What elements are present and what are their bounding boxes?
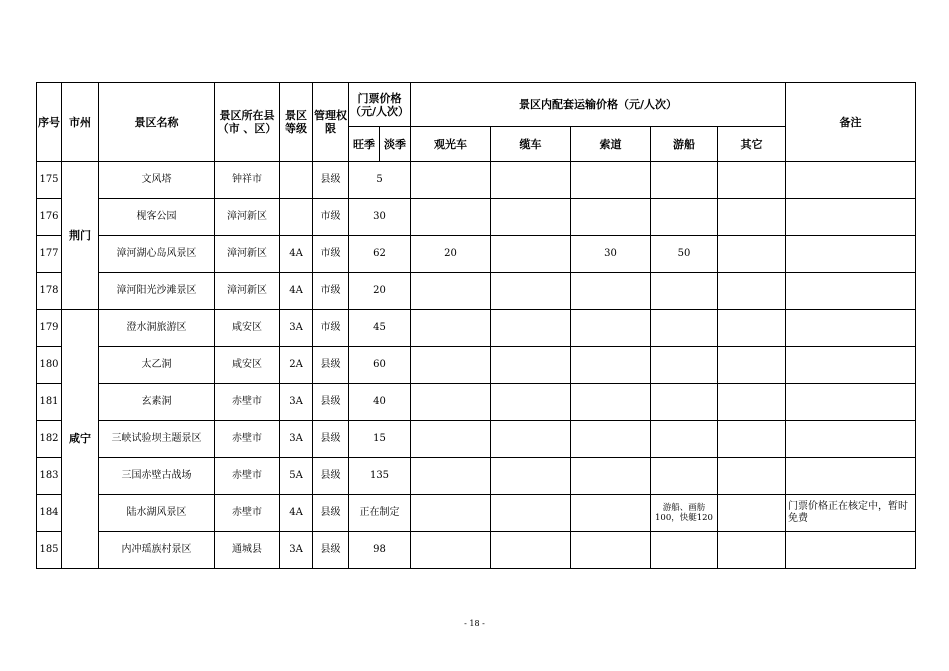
- cell-cable-car: [491, 384, 571, 421]
- table-row: [37, 458, 916, 495]
- header-no: 序号: [37, 83, 62, 162]
- table-row: [37, 384, 916, 421]
- cell-no: 185: [37, 532, 62, 569]
- header-boat: 游船: [651, 127, 718, 162]
- header-grade: 景区等级: [280, 83, 313, 162]
- cell-authority: 市级: [313, 236, 349, 273]
- cell-other: [718, 236, 786, 273]
- cell-no: 178: [37, 273, 62, 310]
- cell-grade: 4A: [280, 495, 313, 532]
- cell-grade: 2A: [280, 347, 313, 384]
- cell-ticket-price: 15: [349, 421, 411, 458]
- cell-county: 赤壁市: [215, 384, 280, 421]
- scenic-area-price-table: [36, 82, 916, 569]
- cell-authority: 县级: [313, 347, 349, 384]
- cell-no: 176: [37, 199, 62, 236]
- cell-authority: 市级: [313, 310, 349, 347]
- cell-county: 咸安区: [215, 310, 280, 347]
- cell-ticket-price: 60: [349, 347, 411, 384]
- cell-ropeway: [571, 458, 651, 495]
- cell-remark: [786, 273, 916, 310]
- cell-cable-car: [491, 421, 571, 458]
- cell-remark: [786, 384, 916, 421]
- cell-name: 漳河湖心岛风景区: [99, 236, 215, 273]
- cell-cable-car: [491, 495, 571, 532]
- cell-cable-car: [491, 532, 571, 569]
- cell-ticket-price: 45: [349, 310, 411, 347]
- cell-no: 175: [37, 162, 62, 199]
- cell-remark: [786, 310, 916, 347]
- cell-ropeway: [571, 495, 651, 532]
- header-ticket-price: 门票价格（元/人次）: [349, 83, 411, 127]
- cell-ropeway: [571, 384, 651, 421]
- cell-name: 漳河阳光沙滩景区: [99, 273, 215, 310]
- cell-remark: [786, 458, 916, 495]
- cell-name: 内冲瑶族村景区: [99, 532, 215, 569]
- cell-other: [718, 458, 786, 495]
- cell-ticket-price: 62: [349, 236, 411, 273]
- cell-county: 赤壁市: [215, 458, 280, 495]
- cell-remark: [786, 236, 916, 273]
- cell-ropeway: 30: [571, 236, 651, 273]
- cell-county: 钟祥市: [215, 162, 280, 199]
- header-transport-price: 景区内配套运输价格（元/人次）: [411, 83, 786, 127]
- header-sightseeing-car: 观光车: [411, 127, 491, 162]
- cell-boat: [651, 199, 718, 236]
- cell-county: 漳河新区: [215, 236, 280, 273]
- cell-boat: [651, 310, 718, 347]
- table-row: [37, 310, 916, 347]
- cell-no: 183: [37, 458, 62, 495]
- cell-remark: [786, 162, 916, 199]
- cell-other: [718, 384, 786, 421]
- cell-sightseeing-car: 20: [411, 236, 491, 273]
- header-peak-season: 旺季: [349, 127, 380, 162]
- header-authority: 管理权限: [313, 83, 349, 162]
- cell-authority: 县级: [313, 384, 349, 421]
- cell-boat: [651, 458, 718, 495]
- table-row: [37, 532, 916, 569]
- cell-city-jingmen: 荆门: [62, 162, 99, 310]
- header-other: 其它: [718, 127, 786, 162]
- cell-grade: 4A: [280, 236, 313, 273]
- cell-county: 赤壁市: [215, 421, 280, 458]
- cell-ropeway: [571, 162, 651, 199]
- cell-sightseeing-car: [411, 347, 491, 384]
- cell-ticket-price: 30: [349, 199, 411, 236]
- cell-other: [718, 273, 786, 310]
- cell-city-xianning: 咸宁: [62, 310, 99, 569]
- cell-county: 咸安区: [215, 347, 280, 384]
- cell-grade: [280, 162, 313, 199]
- cell-boat: [651, 532, 718, 569]
- cell-cable-car: [491, 458, 571, 495]
- page-number: - 18 -: [464, 619, 485, 628]
- cell-sightseeing-car: [411, 384, 491, 421]
- cell-no: 184: [37, 495, 62, 532]
- cell-grade: 4A: [280, 273, 313, 310]
- cell-remark: [786, 347, 916, 384]
- table-row: [37, 421, 916, 458]
- cell-name: 枧客公园: [99, 199, 215, 236]
- cell-other: [718, 199, 786, 236]
- cell-ropeway: [571, 532, 651, 569]
- cell-boat: 游船、画舫100，快艇120: [651, 495, 718, 532]
- cell-name: 太乙洞: [99, 347, 215, 384]
- cell-sightseeing-car: [411, 162, 491, 199]
- cell-ticket-price: 20: [349, 273, 411, 310]
- cell-grade: 5A: [280, 458, 313, 495]
- cell-boat: [651, 162, 718, 199]
- cell-ropeway: [571, 421, 651, 458]
- cell-boat: 50: [651, 236, 718, 273]
- cell-other: [718, 421, 786, 458]
- cell-grade: 3A: [280, 384, 313, 421]
- cell-ticket-price: 40: [349, 384, 411, 421]
- cell-sightseeing-car: [411, 273, 491, 310]
- cell-remark: [786, 421, 916, 458]
- cell-cable-car: [491, 199, 571, 236]
- cell-authority: 县级: [313, 162, 349, 199]
- cell-ropeway: [571, 347, 651, 384]
- cell-sightseeing-car: [411, 495, 491, 532]
- cell-remark: 门票价格正在核定中，暂时免费: [786, 495, 916, 532]
- cell-county: 漳河新区: [215, 199, 280, 236]
- cell-boat: [651, 384, 718, 421]
- cell-boat: [651, 273, 718, 310]
- cell-other: [718, 347, 786, 384]
- cell-ropeway: [571, 199, 651, 236]
- cell-grade: 3A: [280, 421, 313, 458]
- cell-authority: 县级: [313, 458, 349, 495]
- header-remarks: 备注: [786, 83, 916, 162]
- table-row: [37, 273, 916, 310]
- table-row: [37, 199, 916, 236]
- cell-authority: 县级: [313, 421, 349, 458]
- cell-sightseeing-car: [411, 532, 491, 569]
- table-row: [37, 347, 916, 384]
- cell-county: 漳河新区: [215, 273, 280, 310]
- cell-name: 澄水洞旅游区: [99, 310, 215, 347]
- cell-ropeway: [571, 273, 651, 310]
- cell-ticket-price: 5: [349, 162, 411, 199]
- cell-cable-car: [491, 236, 571, 273]
- cell-remark: [786, 532, 916, 569]
- cell-remark: [786, 199, 916, 236]
- cell-authority: 县级: [313, 495, 349, 532]
- cell-other: [718, 532, 786, 569]
- cell-name: 三峡试验坝主题景区: [99, 421, 215, 458]
- cell-ticket-price: 98: [349, 532, 411, 569]
- cell-cable-car: [491, 273, 571, 310]
- cell-grade: 3A: [280, 532, 313, 569]
- cell-grade: [280, 199, 313, 236]
- cell-sightseeing-car: [411, 310, 491, 347]
- header-city: 市州: [62, 83, 99, 162]
- header-county: 景区所在县（市 、区）: [215, 83, 280, 162]
- cell-authority: 市级: [313, 199, 349, 236]
- cell-no: 177: [37, 236, 62, 273]
- cell-boat: [651, 421, 718, 458]
- cell-ropeway: [571, 310, 651, 347]
- header-ropeway: 索道: [571, 127, 651, 162]
- table-row: [37, 162, 916, 199]
- cell-cable-car: [491, 347, 571, 384]
- cell-county: 通城县: [215, 532, 280, 569]
- cell-authority: 县级: [313, 532, 349, 569]
- cell-sightseeing-car: [411, 458, 491, 495]
- cell-other: [718, 310, 786, 347]
- cell-grade: 3A: [280, 310, 313, 347]
- header-name: 景区名称: [99, 83, 215, 162]
- cell-no: 179: [37, 310, 62, 347]
- cell-name: 玄素洞: [99, 384, 215, 421]
- cell-cable-car: [491, 162, 571, 199]
- table-row: [37, 236, 916, 273]
- cell-authority: 市级: [313, 273, 349, 310]
- header-cable-car: 缆车: [491, 127, 571, 162]
- cell-boat: [651, 347, 718, 384]
- cell-sightseeing-car: [411, 199, 491, 236]
- cell-no: 181: [37, 384, 62, 421]
- cell-no: 180: [37, 347, 62, 384]
- cell-name: 三国赤壁古战场: [99, 458, 215, 495]
- cell-other: [718, 495, 786, 532]
- header-off-season: 淡季: [380, 127, 411, 162]
- cell-sightseeing-car: [411, 421, 491, 458]
- cell-ticket-price: 135: [349, 458, 411, 495]
- table-row: [37, 495, 916, 532]
- cell-cable-car: [491, 310, 571, 347]
- cell-county: 赤壁市: [215, 495, 280, 532]
- cell-name: 陆水湖风景区: [99, 495, 215, 532]
- cell-ticket-price: 正在制定: [349, 495, 411, 532]
- cell-name: 文风塔: [99, 162, 215, 199]
- cell-no: 182: [37, 421, 62, 458]
- cell-other: [718, 162, 786, 199]
